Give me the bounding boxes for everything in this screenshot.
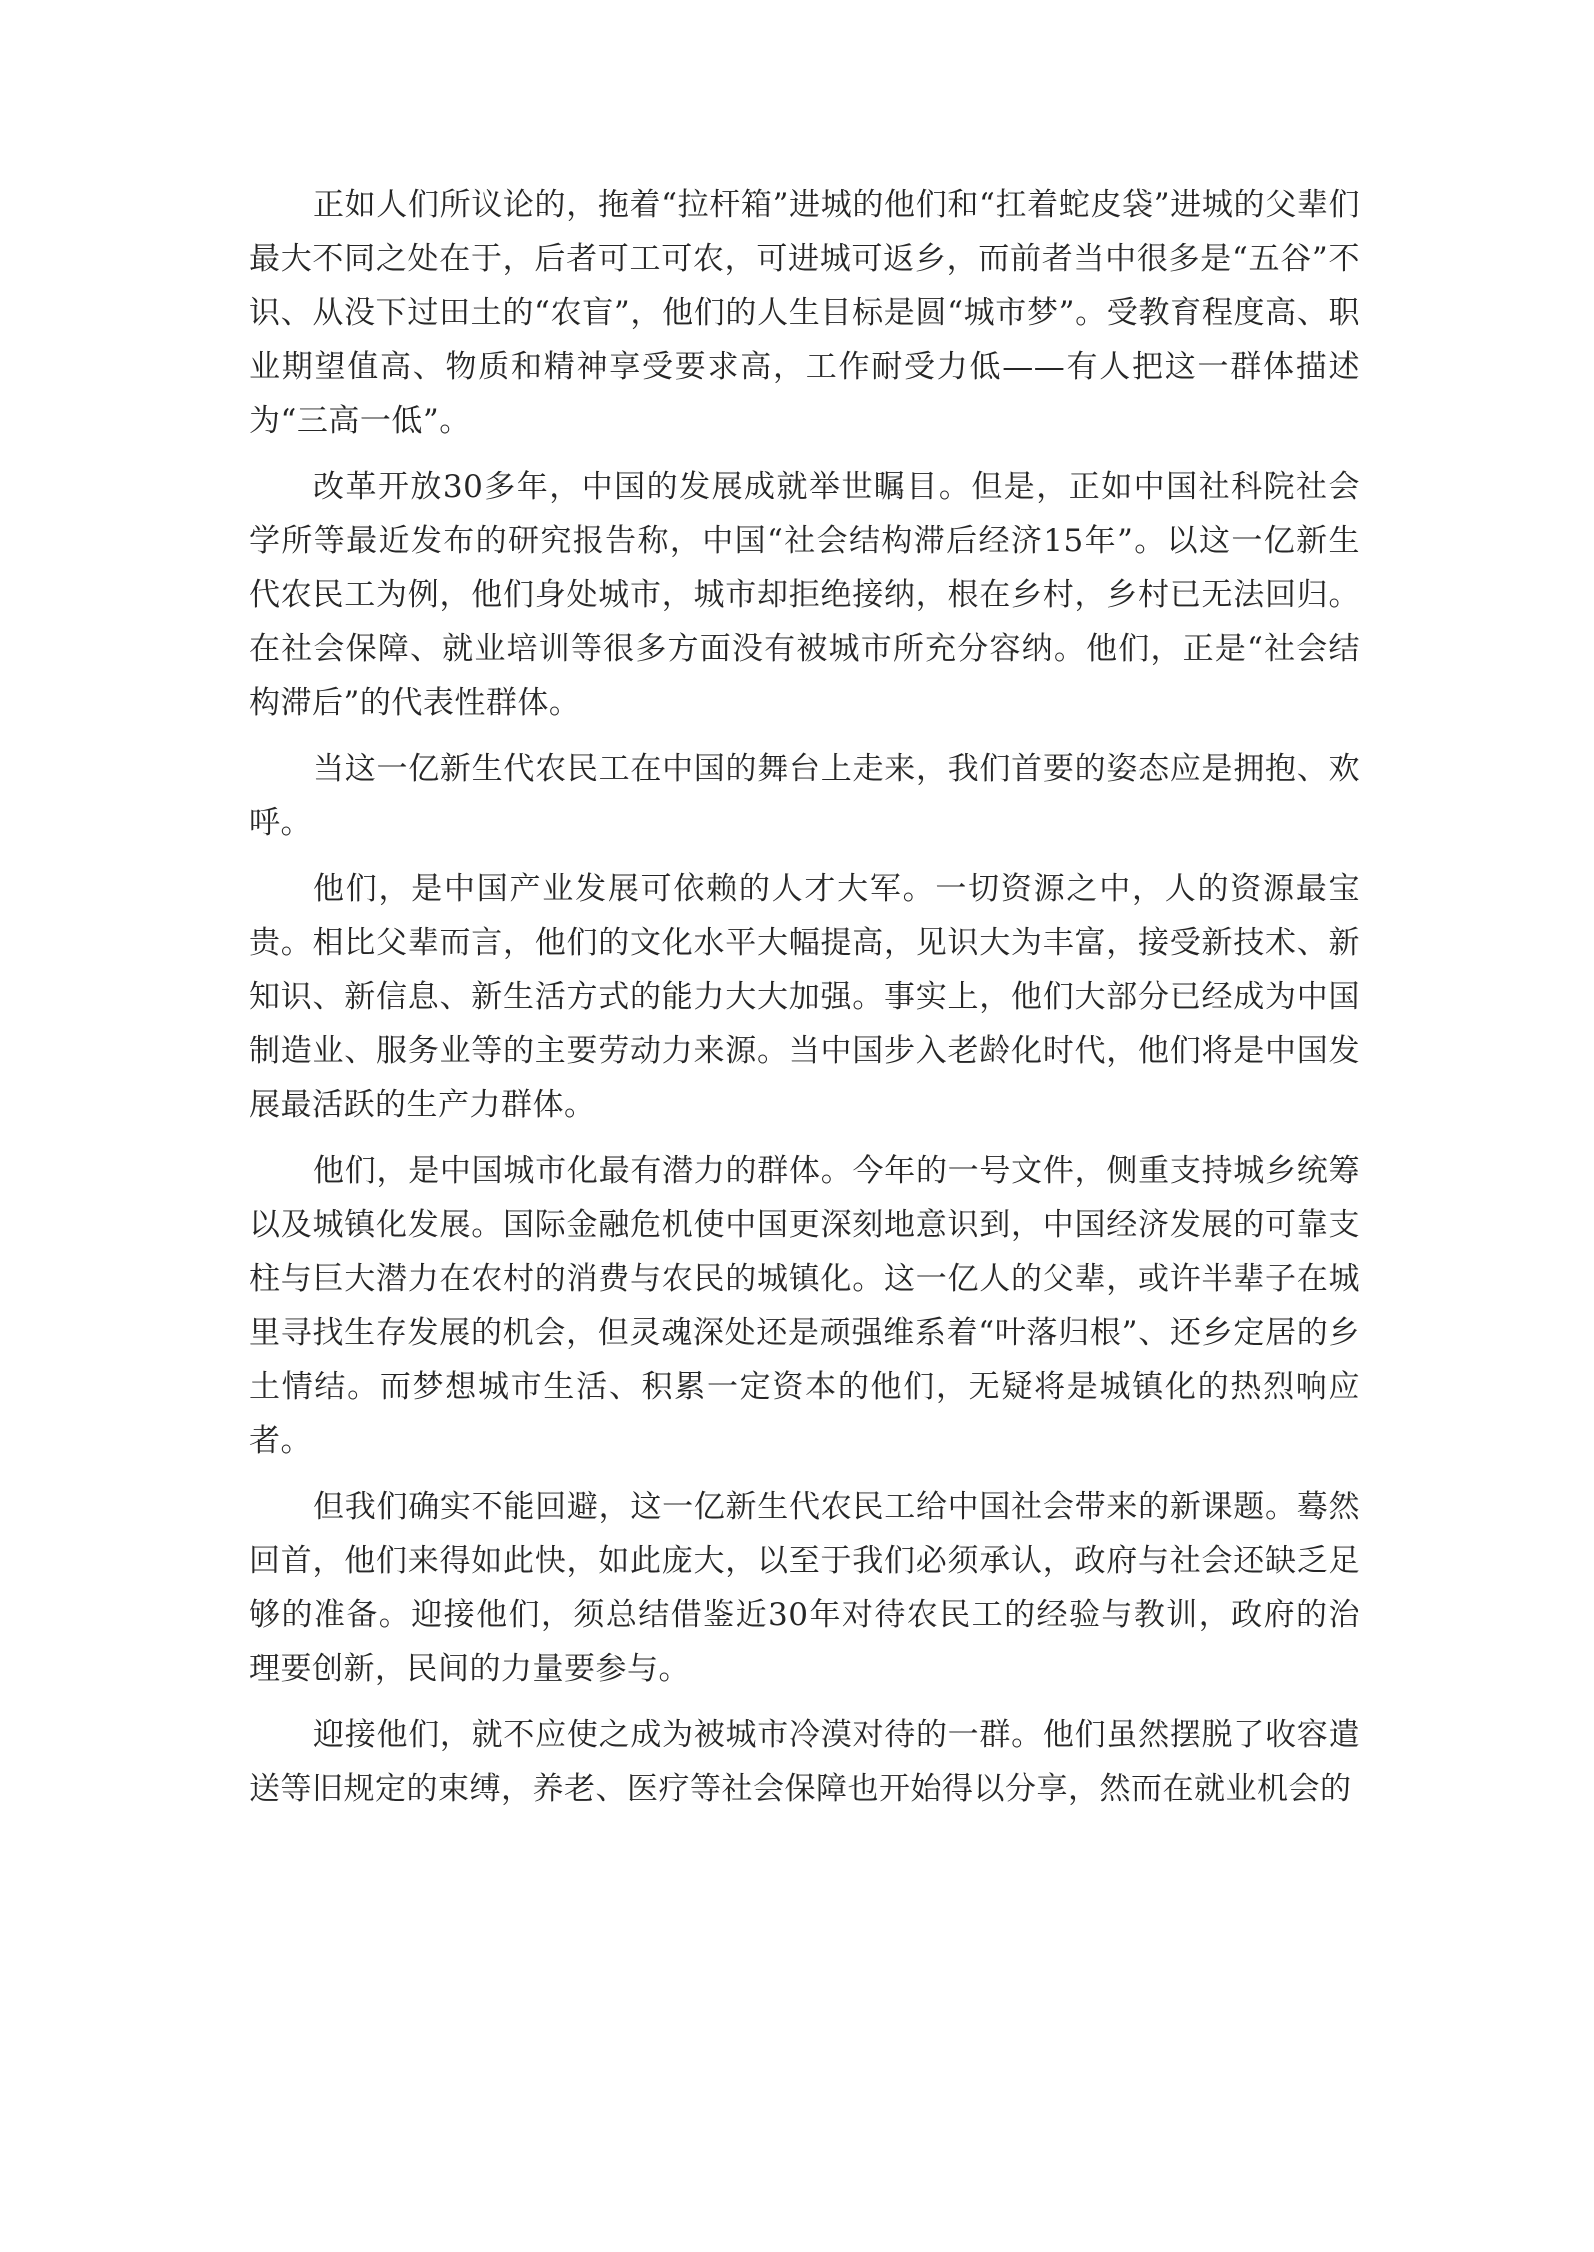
paragraph-5: 他们，是中国城市化最有潜力的群体。今年的一号文件，侧重支持城乡统筹以及城镇化发展。国际金融危机使中国更深刻地意识到，中国经济发展的可靠支柱与巨大潜力在农村的消费与农民的城镇化。这一亿人的父辈，或许半辈子在城里寻找生存发展的机会，但灵魂深处还是顽强维系着“叶落归根”、还乡定居的乡土情结。而梦想城市生活、积累一定资本的他们，无疑将是城镇化的热烈响应者。 <box>249 1153 1360 1459</box>
paragraph-4: 他们，是中国产业发展可依赖的人才大军。一切资源之中，人的资源最宝贵。相比父辈而言，他们的文化水平大幅提高，见识大为丰富，接受新技术、新知识、新信息、新生活方式的能力大大加强。事实上，他们大部分已经成为中国制造业、服务业等的主要劳动力来源。当中国步入老龄化时代，他们将是中国发展最活跃的生产力群体。 <box>249 871 1360 1123</box>
paragraph-3: 当这一亿新生代农民工在中国的舞台上走来，我们首要的姿态应是拥抱、欢呼。 <box>249 751 1360 841</box>
paragraph-6: 但我们确实不能回避，这一亿新生代农民工给中国社会带来的新课题。蓦然回首，他们来得如此快，如此庞大，以至于我们必须承认，政府与社会还缺乏足够的准备。迎接他们，须总结借鉴近30年对待农民工的经验与教训，政府的治理要创新，民间的力量要参与。 <box>249 1489 1360 1687</box>
paragraph-1: 正如人们所议论的，拖着“拉杆箱”进城的他们和“扛着蛇皮袋”进城的父辈们最大不同之处在于，后者可工可农，可进城可返乡，而前者当中很多是“五谷”不识、从没下过田土的“农盲”，他们的人生目标是圆“城市梦”。受教育程度高、职业期望值高、物质和精神享受要求高，工作耐受力低——有人把这一群体描述为“三高一低”。 <box>249 187 1360 439</box>
article-body <box>249 178 1360 1828</box>
paragraph-7: 迎接他们，就不应使之成为被城市冷漠对待的一群。他们虽然摆脱了收容遣送等旧规定的束缚，养老、医疗等社会保障也开始得以分享，然而在就业机会的 <box>249 1717 1360 1807</box>
paragraph-2: 改革开放30多年，中国的发展成就举世瞩目。但是，正如中国社科院社会学所等最近发布的研究报告称，中国“社会结构滞后经济15年”。以这一亿新生代农民工为例，他们身处城市，城市却拒绝接纳，根在乡村，乡村已无法回归。在社会保障、就业培训等很多方面没有被城市所充分容纳。他们，正是“社会结构滞后”的代表性群体。 <box>249 469 1360 721</box>
